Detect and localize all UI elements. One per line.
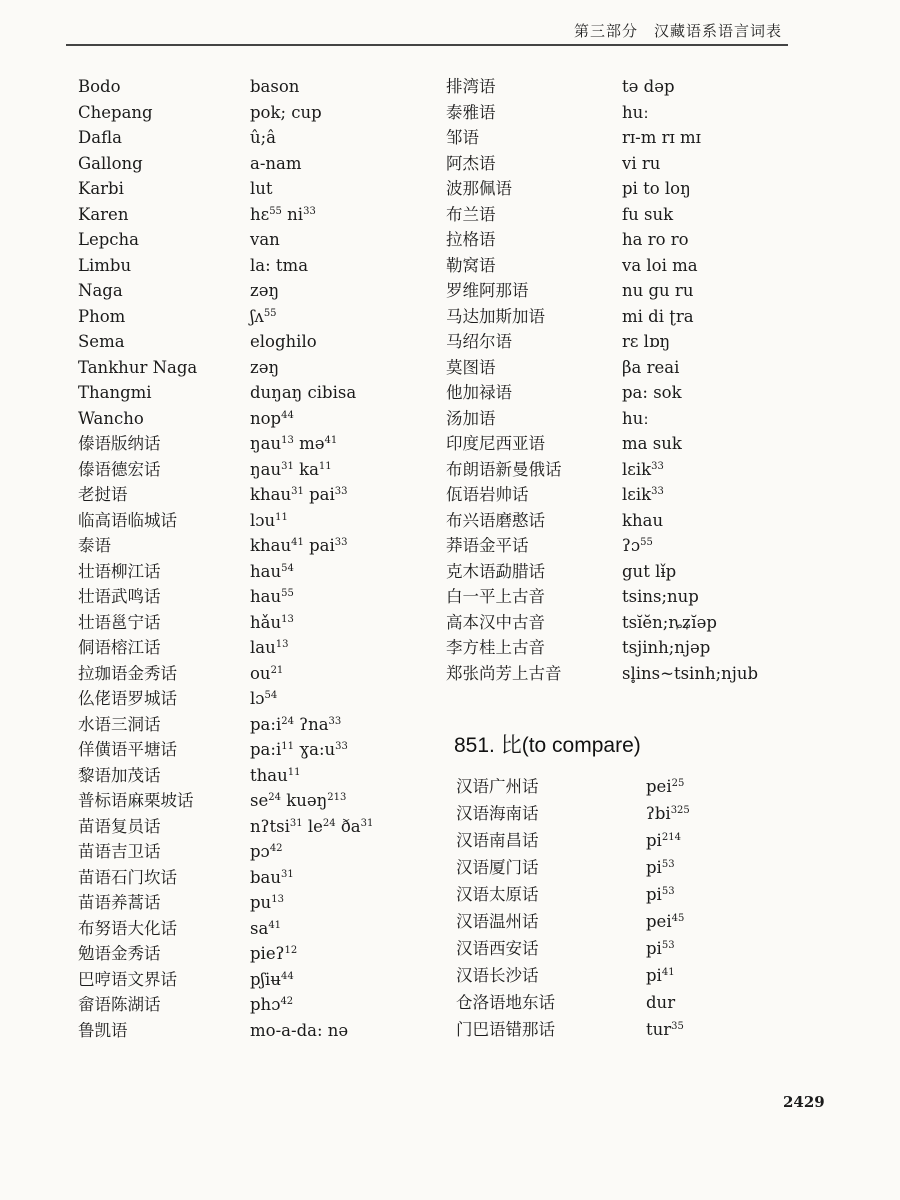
word-row (446, 227, 816, 253)
word-form: huː (622, 408, 649, 428)
language-name: Bodo (78, 77, 121, 96)
word-row (456, 773, 816, 800)
word-row (78, 431, 448, 457)
header-rule (66, 44, 788, 46)
word-form: tsjinh;njəp (622, 638, 711, 657)
word-row (78, 457, 448, 483)
language-name: 壮语柳江话 (78, 561, 161, 581)
language-name: 老挝语 (78, 485, 128, 504)
word-row (446, 100, 816, 126)
word-form: mi di ʈra (622, 306, 694, 326)
word-form: pi to loŋ (622, 179, 691, 198)
word-form: bason (250, 77, 300, 96)
word-row (78, 100, 448, 126)
word-row (78, 635, 448, 661)
language-name: Wancho (78, 408, 144, 428)
language-name: 汉语温州话 (456, 912, 539, 931)
word-row (446, 482, 816, 508)
word-form: nop$^{44}$ (250, 408, 294, 428)
word-row (446, 176, 816, 202)
language-name: 罗维阿那语 (446, 281, 529, 300)
word-form: eloghilo (250, 332, 317, 351)
word-row (78, 278, 448, 304)
language-name: 布朗语新曼俄话 (446, 459, 562, 479)
language-name: Naga (78, 281, 123, 300)
word-row (446, 508, 816, 534)
word-row (78, 253, 448, 279)
word-form: ma suk (622, 434, 682, 453)
word-row (446, 559, 816, 585)
language-name: 临高语临城话 (78, 510, 177, 530)
section-title: 851. 比(to compare) (454, 734, 641, 757)
word-row (78, 508, 448, 534)
language-name: 仫佬语罗城话 (78, 689, 177, 708)
language-name: 布兰语 (446, 204, 496, 224)
language-name: Dafla (78, 128, 122, 147)
word-form: va loi ma (622, 255, 698, 275)
word-form: sl̥ins~tsinh;njub (622, 663, 759, 683)
language-name: 鲁凯语 (78, 1020, 128, 1040)
word-form: fu suk (622, 204, 674, 224)
word-form: tə dəp (622, 77, 675, 96)
word-form: tsĭĕn;ȵʑĭəp (622, 612, 717, 632)
word-form: la: tma (250, 255, 309, 275)
word-form: hau$^{55}$ (250, 587, 294, 606)
word-row (456, 989, 816, 1016)
word-form: hɛ$^{55}$ $ni^{33}$ (250, 204, 316, 224)
word-row (78, 712, 448, 738)
language-name: 苗语复员话 (78, 816, 161, 836)
word-row (78, 355, 448, 381)
language-name: 克木语勐腊话 (446, 561, 545, 581)
word-form: hǎu$^{13}$ (250, 612, 294, 632)
language-name: 白一平上古音 (446, 587, 545, 606)
page-header (0, 0, 900, 48)
word-form: vi ru (622, 153, 661, 173)
word-row (78, 661, 448, 687)
word-form: lɔ$^{54}$ (250, 689, 278, 708)
word-row (446, 304, 816, 330)
word-row (446, 151, 816, 177)
language-name: Tankhur Naga (78, 357, 198, 377)
word-row (78, 610, 448, 636)
word-form: βa reai (622, 357, 680, 377)
language-name: Lepcha (78, 230, 139, 249)
language-name: 傣语版纳话 (78, 434, 161, 453)
word-row (456, 962, 816, 989)
word-form: $pi^{53}$ (646, 885, 675, 904)
header-title: 第三部分 汉藏语系语言词表 (573, 22, 782, 40)
word-form: gut lɨ̌p (622, 561, 677, 581)
language-name: 马绍尔语 (446, 332, 512, 351)
word-row (78, 763, 448, 789)
word-row (78, 941, 448, 967)
word-row (456, 854, 816, 881)
language-name: 巴哼语文界话 (78, 969, 177, 989)
word-form: bau$^{31}$ (250, 867, 294, 887)
word-row (78, 788, 448, 814)
language-name: 布兴语磨憨话 (446, 510, 545, 530)
language-name: Gallong (78, 153, 143, 173)
word-row (78, 176, 448, 202)
language-name: Thangmi (78, 383, 152, 402)
right-word-list (446, 74, 816, 686)
word-row (78, 584, 448, 610)
word-form: ʔbi$^{325}$ (646, 804, 690, 823)
word-form: pei$^{25}$ (646, 777, 685, 796)
word-row (446, 610, 816, 636)
word-form: tsins;nup (622, 587, 699, 606)
word-form: $se^{24}$ kuəŋ$^{213}$ (250, 791, 347, 810)
word-form: tur$^{35}$ (646, 1020, 684, 1039)
language-name: 普标语麻栗坡话 (78, 791, 194, 810)
word-form: $ou^{21}$ (250, 663, 284, 683)
word-row (78, 74, 448, 100)
language-name: 畲语陈湖话 (78, 995, 161, 1014)
word-form: huː (622, 102, 649, 122)
language-name: 马达加斯加语 (446, 306, 545, 326)
word-row (78, 865, 448, 891)
language-name: 仓洛语地东话 (456, 993, 555, 1012)
word-form: pʃiʉ$^{44}$ (250, 969, 294, 989)
language-name: 汉语广州话 (456, 777, 539, 796)
word-row (456, 935, 816, 962)
word-form: rɪ-m rɪ mɪ (622, 128, 701, 147)
word-form: lɛik$^{33}$ (622, 459, 664, 479)
word-form: $pa:i^{24}$ ʔna$^{33}$ (250, 714, 342, 734)
word-form: a-nam (250, 153, 302, 173)
language-name: 高本汉中古音 (446, 612, 545, 632)
word-form: $pi^{53}$ (646, 858, 675, 877)
language-name: 勉语金秀话 (78, 944, 161, 963)
language-name: 泰语 (78, 536, 111, 555)
word-form: ʃʌ$^{55}$ (250, 306, 277, 326)
language-name: 泰雅语 (446, 102, 496, 122)
word-form: lɛik$^{33}$ (622, 485, 664, 504)
word-row (456, 827, 816, 854)
language-name: 傣语德宏话 (78, 459, 161, 479)
language-name: 阿杰语 (446, 153, 496, 173)
language-name: 汉语南昌话 (456, 831, 539, 850)
language-name: 壮语武鸣话 (78, 587, 161, 606)
word-form: pei$^{45}$ (646, 912, 685, 931)
word-form: khau$^{31}$ pai$^{33}$ (250, 485, 348, 504)
language-name: 李方桂上古音 (446, 638, 545, 657)
word-form: nu gu ru (622, 281, 694, 300)
word-form: duŋaŋ cibisa (250, 383, 357, 402)
language-name: 侗语榕江话 (78, 638, 161, 657)
word-form: ha ro ro (622, 230, 689, 249)
language-name: 苗语石门坎话 (78, 867, 177, 887)
word-row (78, 482, 448, 508)
language-name: Phom (78, 306, 126, 326)
word-row (78, 227, 448, 253)
language-name: 门巴语错那话 (456, 1020, 555, 1039)
language-name: Limbu (78, 255, 132, 275)
language-name: 邹语 (446, 128, 479, 147)
language-name: 布努语大化话 (78, 918, 177, 938)
word-form: ŋau$^{31}$ $ka^{11}$ (250, 459, 332, 479)
word-form: lɔu$^{11}$ (250, 510, 288, 530)
word-form: pieʔ$^{12}$ (250, 944, 298, 963)
word-row (78, 202, 448, 228)
word-form: ŋau$^{13}$ mə$^{41}$ (250, 434, 338, 453)
word-row (78, 125, 448, 151)
word-form: mo-a-da: nə (250, 1020, 349, 1040)
word-form: $sa^{41}$ (250, 918, 282, 938)
word-row (456, 881, 816, 908)
word-row (78, 559, 448, 585)
word-form: thau$^{11}$ (250, 765, 301, 785)
language-name: 佯僙语平塘话 (78, 740, 177, 759)
word-row (446, 661, 816, 687)
word-row (78, 686, 448, 712)
language-name: Karbi (78, 179, 124, 198)
word-row (446, 74, 816, 100)
language-name: 汉语长沙话 (456, 966, 539, 985)
word-row (446, 457, 816, 483)
word-row (78, 814, 448, 840)
word-row (78, 533, 448, 559)
language-name: 波那佩语 (446, 179, 512, 198)
word-row (78, 151, 448, 177)
word-row (446, 278, 816, 304)
language-name: 汤加语 (446, 408, 496, 428)
word-form: van (250, 230, 280, 249)
word-form: hau$^{54}$ (250, 561, 294, 581)
language-name: 苗语吉卫话 (78, 842, 161, 861)
word-form: pa: sok (622, 383, 682, 402)
language-name: 勒窝语 (446, 255, 496, 275)
language-name: 汉语太原话 (456, 885, 539, 904)
word-row (446, 635, 816, 661)
word-row (78, 329, 448, 355)
word-row (446, 329, 816, 355)
word-row (78, 992, 448, 1018)
language-name: 排湾语 (446, 77, 496, 96)
word-form: ʔɔ$^{55}$ (622, 536, 653, 555)
word-form: zəŋ (250, 281, 280, 300)
language-name: 郑张尚芳上古音 (446, 663, 562, 683)
page-number: 2429 (783, 1093, 825, 1111)
language-name: 汉语西安话 (456, 939, 539, 958)
word-row (456, 1016, 816, 1043)
word-form: dur (646, 993, 676, 1012)
word-row (446, 533, 816, 559)
word-row (446, 584, 816, 610)
word-form: lut (250, 179, 273, 198)
word-row (78, 839, 448, 865)
word-form: $pi^{53}$ (646, 939, 675, 958)
section-word-list (456, 773, 816, 1043)
language-name: 他加禄语 (446, 383, 512, 402)
language-name: 拉格语 (446, 230, 496, 249)
word-row (446, 355, 816, 381)
word-form: û;â (250, 128, 277, 147)
word-row (78, 304, 448, 330)
word-form: pɔ$^{42}$ (250, 842, 283, 861)
language-name: 苗语养蒿话 (78, 893, 161, 912)
word-form: phɔ$^{42}$ (250, 995, 294, 1014)
word-row (446, 431, 816, 457)
word-row (446, 202, 816, 228)
language-name: Sema (78, 332, 125, 351)
language-name: 拉珈语金秀话 (78, 663, 177, 683)
language-name: 汉语厦门话 (456, 858, 539, 877)
language-name: 汉语海南话 (456, 804, 539, 823)
word-row (78, 967, 448, 993)
word-form: khau (622, 510, 664, 530)
word-form: zəŋ (250, 357, 280, 377)
word-row (446, 253, 816, 279)
word-row (78, 406, 448, 432)
word-row (78, 380, 448, 406)
word-row (78, 737, 448, 763)
language-name: 壮语邕宁话 (78, 612, 161, 632)
word-row (446, 406, 816, 432)
word-row (446, 380, 816, 406)
language-name: 黎语加茂话 (78, 765, 161, 785)
word-form: $pi^{41}$ (646, 966, 675, 985)
word-row (78, 890, 448, 916)
word-form: rɛ lɒŋ (622, 332, 671, 351)
left-column (78, 74, 448, 1043)
word-form: lau$^{13}$ (250, 638, 289, 657)
word-form: khau$^{41}$ pai$^{33}$ (250, 536, 348, 555)
word-row (456, 800, 816, 827)
word-form: $pu^{13}$ (250, 893, 284, 912)
language-name: 印度尼西亚语 (446, 434, 545, 453)
right-column (446, 74, 816, 1043)
word-row (446, 125, 816, 151)
language-name: 莽语金平话 (446, 536, 529, 555)
language-name: Karen (78, 204, 129, 224)
word-row (456, 908, 816, 935)
language-name: 水语三洞话 (78, 714, 161, 734)
word-form: nʔtsi$^{31}$ $le^{24}$ $ða^{31}$ (250, 816, 374, 836)
word-form: $pa:i^{11}$ $ɣa:u^{33}$ (250, 740, 348, 759)
language-name: Chepang (78, 102, 153, 122)
language-name: 莫图语 (446, 357, 496, 377)
word-row (78, 916, 448, 942)
word-form: pok; cup (250, 102, 322, 122)
language-name: 佤语岩帅话 (446, 485, 529, 504)
word-row (78, 1018, 448, 1044)
word-form: $pi^{214}$ (646, 831, 681, 850)
